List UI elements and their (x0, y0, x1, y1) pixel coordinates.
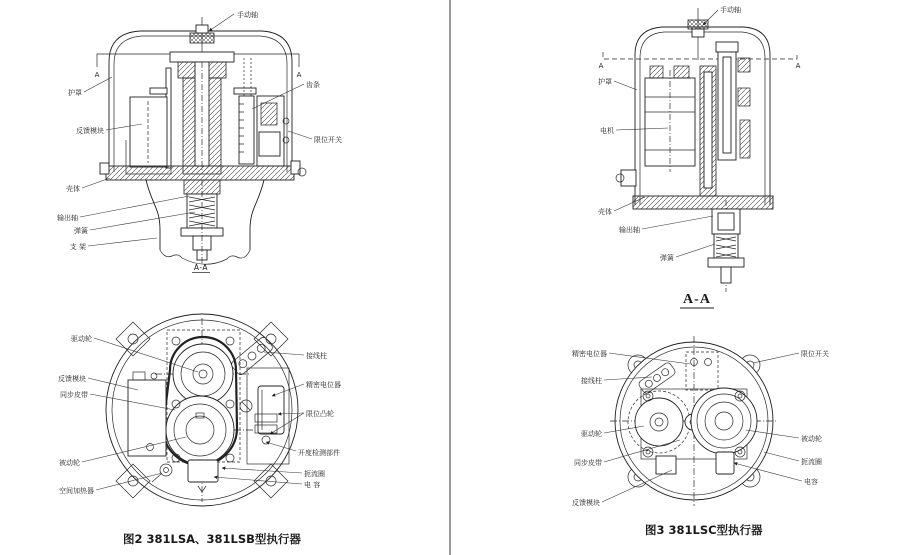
fig3-caption: 图3 381LSC型执行器 (645, 523, 763, 537)
fig2-label-driven-wheel: 被动轮 (59, 459, 80, 467)
fig2-label-terminal-post: 接线柱 (306, 352, 327, 360)
fig3-label-feedback-module: 反馈模块 (572, 499, 600, 507)
fig3-label-cover: 护罩 (598, 78, 612, 86)
fig2-label-spring: 弹簧 (74, 227, 88, 235)
fig2-section-cut-label: A-A (193, 263, 209, 272)
fig3-section-cut-label: A-A (683, 292, 711, 307)
fig2-label-drive-wheel: 驱动轮 (71, 335, 92, 343)
fig2-label-manual-shaft: 手动轴 (237, 11, 258, 19)
fig3-label-manual-shaft: 手动轴 (720, 6, 741, 14)
fig3-label-capacitor: 电容 (804, 478, 818, 486)
fig2-label-limit-switch: 限位开关 (314, 136, 342, 144)
fig2-label-opening-detection: 开度检测部件 (298, 449, 340, 457)
fig2-bottom-view-drawing (106, 314, 298, 506)
fig3-label-terminal-post: 接线柱 (581, 377, 602, 385)
fig2-label-feedback-module-2: 反馈模块 (58, 375, 86, 383)
fig2-label-choke-coil: 扼流圈 (304, 470, 325, 478)
fig3-label-motor: 电机 (600, 127, 614, 135)
fig2-section-drawing (94, 17, 306, 264)
fig3-label-output-shaft: 输出轴 (619, 226, 640, 234)
fig2-section-mark-a-right: A (296, 71, 302, 79)
fig3-label-sync-belt: 同步皮带 (574, 459, 602, 467)
fig3-section-drawing (603, 8, 797, 292)
fig2-label-space-heater: 空间加热器 (59, 487, 94, 495)
fig3-bottom-view-drawing (610, 336, 778, 506)
fig2-label-output-shaft: 输出轴 (57, 214, 78, 222)
fig3-label-drive-wheel: 驱动轮 (581, 430, 602, 438)
fig2-label-feedback-module: 反馈模块 (76, 127, 104, 135)
fig2-caption: 图2 381LSA、381LSB型执行器 (123, 532, 301, 546)
fig3-section-mark-a-left: A (598, 62, 604, 70)
fig2-label-sync-belt: 同步皮带 (60, 391, 88, 399)
fig3-label-housing: 壳体 (598, 208, 612, 216)
fig2-label-cover: 护罩 (68, 89, 82, 97)
fig3-label-choke-coil: 扼流圈 (801, 458, 822, 466)
fig2-label-housing: 壳体 (66, 185, 80, 193)
fig3-label-driven-wheel: 被动轮 (801, 435, 822, 443)
fig2-label-capacitor: 电 容 (304, 481, 321, 489)
fig3-label-precision-potentiometer: 精密电位器 (572, 350, 607, 358)
fig3-label-spring: 弹簧 (660, 254, 674, 262)
fig2-label-bracket: 支 架 (69, 243, 86, 251)
fig2-section-mark-a-left: A (94, 71, 100, 79)
fig2-label-limit-cam: 限位凸轮 (306, 410, 334, 418)
fig3-section-mark-a-right: A (795, 62, 801, 70)
fig2-label-precision-potentiometer: 精密电位器 (306, 381, 341, 389)
fig2-label-rack: 齿条 (306, 81, 320, 89)
fig3-label-limit-switch: 限位开关 (801, 350, 829, 358)
